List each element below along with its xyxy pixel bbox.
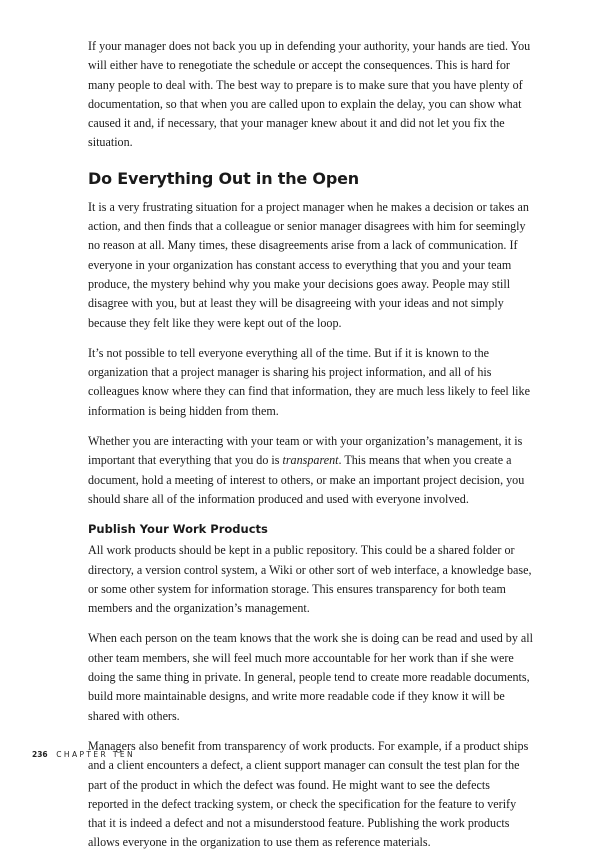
transparent-emphasis: transparent [282,453,339,468]
subsection-paragraph-2: When each person on the team knows that the work she is doing can be read and used by all other team members, she will feel much more accountable for her work than if she were doing the same thing in private. In general, people tend to create more readable documents, build more maintainable designs, and write more readable code if they know it will be shared with others. [88,631,533,723]
subsection-paragraph-3: Managers also benefit from transparency of work products. For example, if a product ships and a client encounters a defect, a client support manager can consult the test plan for the part of the product in which the defect was found. He might want to see the defects reported in the defect tracking system, or check the specification for the feature to verify that it is indeed a defect and not a misunderstood feature. Publishing the work products allows everyone in the organization to use them as reference materials. [88,738,529,850]
paragraph-3-text-after: . This means that when you create a document, hold a meeting of interest to others, or make an important project decision, you should share all of the information produced and used with everyone involved. [88,453,525,506]
intro-paragraph: If your manager does not back you up in defending your authority, your hands are tied. You will either have to renegotiate the schedule or accept the consequences. This is hard for many people to deal with. The best way to prepare is to make sure that you have plenty of documentation, so that when you are called upon to explain the delay, you can show what caused it and, if necessary, that your manager knew about it and did not let you fix the situation. [88,39,531,150]
subsection-heading: Publish Your Work Products [88,522,268,537]
page-footer [32,750,135,759]
paragraph-3-text-before: Whether you are interacting with your team or with your organization’s management, it is important that everything that you do is [88,434,523,468]
section-paragraph-2: It’s not possible to tell everyone everything all of the time. But if it is known to the organization that a project manager is sharing his project information, and all of his colleagues know where they can find that information, they are much less likely to feel like information is being hidden from them. [88,345,530,418]
text-column [88,37,533,864]
chapter-label: CHAPTER TEN [56,750,136,759]
section-paragraph-1: It is a very frustrating situation for a project manager when he makes a decision or takes an action, and then finds that a colleague or senior manager disagrees with him for seemingly no reason at all. Many times, these disagreements arise from a lack of communication. If everyone in your organization has constant access to everything that you and your team produce, the mystery behind why you make your decisions goes away. People may still disagree with you, but at least they will be disagreeing with your ideas and not simply because they felt like they were kept out of the loop. [88,199,529,330]
section-heading: Do Everything Out in the Open [88,168,359,188]
section-paragraph-3 [88,432,533,509]
subsection-paragraph-1: All work products should be kept in a public repository. This could be a shared folder or directory, a version control system, a Wiki or other sort of web interface, a knowledge base, or some other system for information storage. This ensures transparency for both team members and the organization’s management. [88,543,532,616]
page-number: 236 [32,750,48,759]
